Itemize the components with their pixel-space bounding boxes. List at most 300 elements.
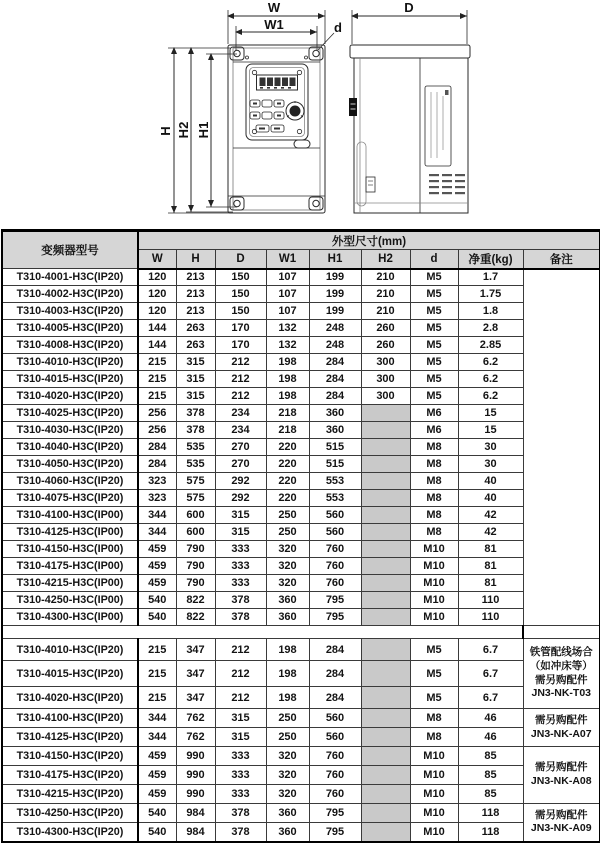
dim-cell: 284 <box>309 354 361 371</box>
model-cell: T310-4250-H3C(IP20) <box>2 804 138 823</box>
dim-cell: 212 <box>215 661 266 687</box>
vent-slots <box>429 174 465 194</box>
dim-cell: 347 <box>176 639 215 661</box>
dim-cell <box>361 823 410 842</box>
col-header-screw: d <box>410 250 458 269</box>
dim-cell: 284 <box>309 687 361 709</box>
dim-cell: 378 <box>176 422 215 439</box>
model-cell: T310-4010-H3C(IP20) <box>2 354 138 371</box>
dim-cell: 6.2 <box>458 371 523 388</box>
dim-cell: 553 <box>309 473 361 490</box>
dim-cell: 360 <box>309 405 361 422</box>
dim-cell: M10 <box>410 823 458 842</box>
dim-cell: M8 <box>410 728 458 747</box>
table-row <box>2 320 600 337</box>
dim-cell: 315 <box>215 709 266 728</box>
dim-cell: 199 <box>309 269 361 286</box>
dim-cell: 360 <box>266 609 309 626</box>
model-cell: T310-4215-H3C(IP00) <box>2 575 138 592</box>
dim-cell: 360 <box>309 422 361 439</box>
dim-cell: 320 <box>266 558 309 575</box>
model-cell: T310-4300-H3C(IP00) <box>2 609 138 626</box>
dim-cell: 344 <box>138 709 176 728</box>
dim-cell: 40 <box>458 473 523 490</box>
table-row <box>2 524 600 541</box>
dim-cell: 315 <box>215 507 266 524</box>
dim-cell: 220 <box>266 439 309 456</box>
dim-cell: 263 <box>176 337 215 354</box>
drawings-svg <box>0 0 600 229</box>
remarks-cell: 铁管配线场合 （如冲床等） 需另购配件 JN3-NK-T03 <box>523 639 600 709</box>
model-cell: T310-4010-H3C(IP20) <box>2 639 138 661</box>
dim-cell: M5 <box>410 354 458 371</box>
model-cell: T310-4150-H3C(IP20) <box>2 747 138 766</box>
remarks-cell: 需另购配件 JN3-NK-A08 <box>523 747 600 804</box>
dim-cell: 107 <box>266 269 309 286</box>
table-section-conduit <box>2 639 600 842</box>
dim-cell: 347 <box>176 687 215 709</box>
dim-cell: 215 <box>138 388 176 405</box>
dim-cell: 323 <box>138 490 176 507</box>
dim-cell: 260 <box>361 320 410 337</box>
model-cell: T310-4100-H3C(IP00) <box>2 507 138 524</box>
dim-cell: 459 <box>138 558 176 575</box>
table-row <box>2 456 600 473</box>
dim-cell: 199 <box>309 303 361 320</box>
dim-cell: 790 <box>176 575 215 592</box>
col-header-remark: 备注 <box>523 250 600 269</box>
table-row <box>2 804 600 823</box>
table-row <box>2 388 600 405</box>
table-row <box>2 592 600 609</box>
model-cell: T310-4250-H3C(IP00) <box>2 592 138 609</box>
dim-cell: 292 <box>215 473 266 490</box>
dim-cell: 575 <box>176 490 215 507</box>
dim-cell: 198 <box>266 354 309 371</box>
dim-cell: 212 <box>215 687 266 709</box>
keypad-panel <box>246 64 310 148</box>
dim-cell: 150 <box>215 269 266 286</box>
dim-cell: 540 <box>138 592 176 609</box>
dim-cell: 320 <box>266 575 309 592</box>
dim-cell: 213 <box>176 286 215 303</box>
table-row <box>2 507 600 524</box>
dim-cell: 85 <box>458 766 523 785</box>
dim-cell: 270 <box>215 456 266 473</box>
dim-cell: 120 <box>138 286 176 303</box>
dim-cell: 198 <box>266 661 309 687</box>
dim-cell: 315 <box>176 354 215 371</box>
model-cell: T310-4015-H3C(IP20) <box>2 371 138 388</box>
dim-cell <box>361 558 410 575</box>
dim-cell: 213 <box>176 269 215 286</box>
dim-cell: 822 <box>176 592 215 609</box>
dim-cell: M5 <box>410 639 458 661</box>
dim-cell: 760 <box>309 541 361 558</box>
table-row <box>2 439 600 456</box>
dim-cell: 42 <box>458 507 523 524</box>
dim-cell: 234 <box>215 422 266 439</box>
dim-cell: 760 <box>309 558 361 575</box>
dim-cell: 250 <box>266 709 309 728</box>
dim-cell: 120 <box>138 303 176 320</box>
table-row <box>2 286 600 303</box>
table-row <box>2 490 600 507</box>
dim-cell: M8 <box>410 524 458 541</box>
dim-label-d-hole: d <box>334 20 342 35</box>
dim-cell: 263 <box>176 320 215 337</box>
table-header <box>2 231 600 269</box>
dim-cell <box>361 709 410 728</box>
dim-label-depth: D <box>404 0 414 15</box>
dim-cell: 270 <box>215 439 266 456</box>
dim-cell: 118 <box>458 823 523 842</box>
dim-cell: M10 <box>410 609 458 626</box>
dim-cell: 250 <box>266 728 309 747</box>
col-group-outer-dimensions: 外型尺寸(mm) <box>138 231 600 250</box>
dim-cell: M8 <box>410 507 458 524</box>
dim-cell: 256 <box>138 422 176 439</box>
dim-cell: 218 <box>266 405 309 422</box>
dim-cell <box>361 785 410 804</box>
separator-cell <box>2 626 523 639</box>
dim-cell: 120 <box>138 269 176 286</box>
dim-cell: 315 <box>176 371 215 388</box>
front-view <box>168 10 334 213</box>
dim-cell: 378 <box>215 592 266 609</box>
dim-cell: 218 <box>266 422 309 439</box>
dim-cell: 344 <box>138 728 176 747</box>
dim-cell: 6.2 <box>458 388 523 405</box>
dim-cell: M5 <box>410 661 458 687</box>
dim-cell: 347 <box>176 661 215 687</box>
dim-cell: 600 <box>176 507 215 524</box>
remarks-cell-empty <box>523 269 600 626</box>
dim-cell: 81 <box>458 558 523 575</box>
table-row <box>2 785 600 804</box>
dim-cell: 360 <box>266 823 309 842</box>
dim-cell: 459 <box>138 785 176 804</box>
model-cell: T310-4020-H3C(IP20) <box>2 388 138 405</box>
dim-cell: 81 <box>458 575 523 592</box>
dim-cell: 215 <box>138 661 176 687</box>
model-cell: T310-4020-H3C(IP20) <box>2 687 138 709</box>
dim-cell: M5 <box>410 269 458 286</box>
dim-cell <box>361 804 410 823</box>
table-row <box>2 766 600 785</box>
dim-cell: 150 <box>215 286 266 303</box>
dim-cell: 210 <box>361 303 410 320</box>
dim-cell: 540 <box>138 804 176 823</box>
dim-cell: 248 <box>309 337 361 354</box>
dim-cell: 315 <box>176 388 215 405</box>
dim-cell <box>361 661 410 687</box>
dim-cell: 118 <box>458 804 523 823</box>
model-cell: T310-4150-H3C(IP00) <box>2 541 138 558</box>
dimensions-table <box>1 229 600 843</box>
dim-cell: 990 <box>176 766 215 785</box>
dim-cell: 540 <box>138 609 176 626</box>
dim-cell: M10 <box>410 804 458 823</box>
dim-cell: 212 <box>215 388 266 405</box>
dim-cell <box>361 422 410 439</box>
dim-cell: 210 <box>361 286 410 303</box>
dim-cell: M8 <box>410 709 458 728</box>
dim-cell: 540 <box>138 823 176 842</box>
dim-cell: M8 <box>410 456 458 473</box>
dim-cell: 560 <box>309 728 361 747</box>
dim-cell: 360 <box>266 804 309 823</box>
dim-cell: 535 <box>176 439 215 456</box>
table-row <box>2 269 600 286</box>
dim-cell: 323 <box>138 473 176 490</box>
dim-cell: 990 <box>176 747 215 766</box>
dim-cell: 760 <box>309 575 361 592</box>
dim-cell: 170 <box>215 337 266 354</box>
model-cell: T310-4001-H3C(IP20) <box>2 269 138 286</box>
dim-cell: M5 <box>410 303 458 320</box>
dim-cell: 1.75 <box>458 286 523 303</box>
dim-cell: 515 <box>309 439 361 456</box>
model-cell: T310-4050-H3C(IP20) <box>2 456 138 473</box>
dim-cell: 459 <box>138 766 176 785</box>
keypad-buttons <box>250 100 284 132</box>
dim-cell: 795 <box>309 609 361 626</box>
dim-cell: M5 <box>410 687 458 709</box>
dim-cell: 6.2 <box>458 354 523 371</box>
dim-cell: M8 <box>410 490 458 507</box>
col-header-h1: H1 <box>309 250 361 269</box>
table-row <box>2 575 600 592</box>
dim-cell: 150 <box>215 303 266 320</box>
dim-cell: 300 <box>361 388 410 405</box>
dim-cell: 81 <box>458 541 523 558</box>
dim-cell: 378 <box>176 405 215 422</box>
dim-cell: 760 <box>309 747 361 766</box>
dim-cell: 459 <box>138 541 176 558</box>
dim-cell: M10 <box>410 747 458 766</box>
dim-cell: 333 <box>215 558 266 575</box>
dim-cell: 2.85 <box>458 337 523 354</box>
remarks-cell: 需另购配件 JN3-NK-A09 <box>523 804 600 842</box>
model-cell: T310-4002-H3C(IP20) <box>2 286 138 303</box>
dim-cell: 320 <box>266 785 309 804</box>
dim-cell: 333 <box>215 541 266 558</box>
dim-cell: M5 <box>410 286 458 303</box>
dim-cell <box>361 639 410 661</box>
dim-cell: 284 <box>309 371 361 388</box>
dim-cell: 795 <box>309 592 361 609</box>
table-row <box>2 422 600 439</box>
col-header-model: 变频器型号 <box>2 231 138 269</box>
dim-cell <box>361 687 410 709</box>
table-section-standard <box>2 269 600 626</box>
dim-cell: M10 <box>410 592 458 609</box>
model-cell: T310-4175-H3C(IP20) <box>2 766 138 785</box>
col-header-w1: W1 <box>266 250 309 269</box>
dim-cell: 378 <box>215 609 266 626</box>
dim-cell: 315 <box>215 524 266 541</box>
dim-label-h2: H2 <box>176 121 191 139</box>
dimension-drawings <box>0 0 600 229</box>
dim-cell <box>361 575 410 592</box>
dim-cell <box>361 524 410 541</box>
dim-cell: 6.7 <box>458 687 523 709</box>
dim-cell: 762 <box>176 728 215 747</box>
potentiometer-knob <box>286 101 304 120</box>
col-header-h: H <box>176 250 215 269</box>
table-row <box>2 823 600 842</box>
dim-cell: 198 <box>266 639 309 661</box>
dim-cell: M8 <box>410 439 458 456</box>
dim-cell: 984 <box>176 804 215 823</box>
table-row <box>2 303 600 320</box>
model-cell: T310-4040-H3C(IP20) <box>2 439 138 456</box>
dim-cell: 600 <box>176 524 215 541</box>
dim-cell: 2.8 <box>458 320 523 337</box>
dim-cell: 256 <box>138 405 176 422</box>
dim-cell: M5 <box>410 371 458 388</box>
dim-cell: 822 <box>176 609 215 626</box>
table-row <box>2 354 600 371</box>
dim-cell: 760 <box>309 766 361 785</box>
dim-cell <box>361 766 410 785</box>
dim-cell: 333 <box>215 766 266 785</box>
dim-cell: 220 <box>266 473 309 490</box>
dim-cell: 560 <box>309 709 361 728</box>
model-cell: T310-4215-H3C(IP20) <box>2 785 138 804</box>
dim-cell: M10 <box>410 785 458 804</box>
dim-cell: 553 <box>309 490 361 507</box>
dim-cell: 260 <box>361 337 410 354</box>
dim-cell: 284 <box>309 388 361 405</box>
model-cell: T310-4075-H3C(IP20) <box>2 490 138 507</box>
dim-cell: 284 <box>309 639 361 661</box>
dim-cell <box>361 456 410 473</box>
dim-cell: M8 <box>410 473 458 490</box>
table-row <box>2 687 600 709</box>
dim-cell: M10 <box>410 541 458 558</box>
dim-cell: 990 <box>176 785 215 804</box>
dim-cell: 248 <box>309 320 361 337</box>
dim-cell: 42 <box>458 524 523 541</box>
dim-cell: 215 <box>138 639 176 661</box>
model-cell: T310-4025-H3C(IP20) <box>2 405 138 422</box>
dim-cell: 212 <box>215 354 266 371</box>
model-cell: T310-4030-H3C(IP20) <box>2 422 138 439</box>
table-row <box>2 661 600 687</box>
model-cell: T310-4005-H3C(IP20) <box>2 320 138 337</box>
dim-cell: 40 <box>458 490 523 507</box>
dim-cell: 6.7 <box>458 639 523 661</box>
dim-cell: 15 <box>458 422 523 439</box>
dim-cell <box>361 747 410 766</box>
model-cell: T310-4300-H3C(IP20) <box>2 823 138 842</box>
dim-cell: 790 <box>176 541 215 558</box>
dim-cell: 215 <box>138 371 176 388</box>
dim-cell: M6 <box>410 422 458 439</box>
dim-cell: 1.7 <box>458 269 523 286</box>
col-header-d: D <box>215 250 266 269</box>
dim-cell: 210 <box>361 269 410 286</box>
dim-cell: 284 <box>138 456 176 473</box>
dim-cell: 107 <box>266 303 309 320</box>
dim-cell: 198 <box>266 388 309 405</box>
dim-cell: 344 <box>138 524 176 541</box>
dim-cell: M5 <box>410 320 458 337</box>
table-row <box>2 405 600 422</box>
dim-cell: 795 <box>309 804 361 823</box>
side-view <box>349 10 470 213</box>
dim-cell: 284 <box>138 439 176 456</box>
table-row <box>2 728 600 747</box>
dim-cell: 378 <box>215 823 266 842</box>
dim-cell: 535 <box>176 456 215 473</box>
dim-cell: 984 <box>176 823 215 842</box>
dim-cell: 46 <box>458 709 523 728</box>
dim-cell: 300 <box>361 354 410 371</box>
dim-cell: 212 <box>215 639 266 661</box>
dim-cell: 234 <box>215 405 266 422</box>
dim-cell: 30 <box>458 456 523 473</box>
dim-cell: 15 <box>458 405 523 422</box>
dim-cell: 107 <box>266 286 309 303</box>
dim-cell: 132 <box>266 320 309 337</box>
table-row <box>2 747 600 766</box>
dim-cell: 1.8 <box>458 303 523 320</box>
dim-cell <box>361 439 410 456</box>
dim-cell: 170 <box>215 320 266 337</box>
dim-cell: M5 <box>410 337 458 354</box>
dim-cell: 378 <box>215 804 266 823</box>
dim-cell: 132 <box>266 337 309 354</box>
dim-cell: 198 <box>266 687 309 709</box>
dim-label-w: W <box>267 0 281 15</box>
dim-cell: 284 <box>309 661 361 687</box>
dim-cell <box>361 490 410 507</box>
dim-cell: 760 <box>309 785 361 804</box>
dim-cell: 212 <box>215 371 266 388</box>
model-cell: T310-4125-H3C(IP00) <box>2 524 138 541</box>
dim-cell: 220 <box>266 490 309 507</box>
separator-row-group <box>2 626 600 639</box>
dim-cell: 85 <box>458 785 523 804</box>
dim-cell <box>361 541 410 558</box>
table-row <box>2 473 600 490</box>
dim-cell: 360 <box>266 592 309 609</box>
dim-cell: 199 <box>309 286 361 303</box>
dim-cell: 46 <box>458 728 523 747</box>
dim-cell: 575 <box>176 473 215 490</box>
dim-cell: 198 <box>266 371 309 388</box>
col-header-weight: 净重(kg) <box>458 250 523 269</box>
dim-cell: 213 <box>176 303 215 320</box>
model-cell: T310-4060-H3C(IP20) <box>2 473 138 490</box>
dim-cell: 292 <box>215 490 266 507</box>
table-row <box>2 541 600 558</box>
dim-cell: 220 <box>266 456 309 473</box>
dim-cell: 333 <box>215 575 266 592</box>
dim-cell: 250 <box>266 507 309 524</box>
col-header-w: W <box>138 250 176 269</box>
dim-cell: 333 <box>215 747 266 766</box>
dim-cell <box>361 592 410 609</box>
dim-cell: 30 <box>458 439 523 456</box>
dim-label-h: H <box>158 126 173 136</box>
model-cell: T310-4125-H3C(IP20) <box>2 728 138 747</box>
dim-cell: 459 <box>138 575 176 592</box>
dim-cell: 300 <box>361 371 410 388</box>
